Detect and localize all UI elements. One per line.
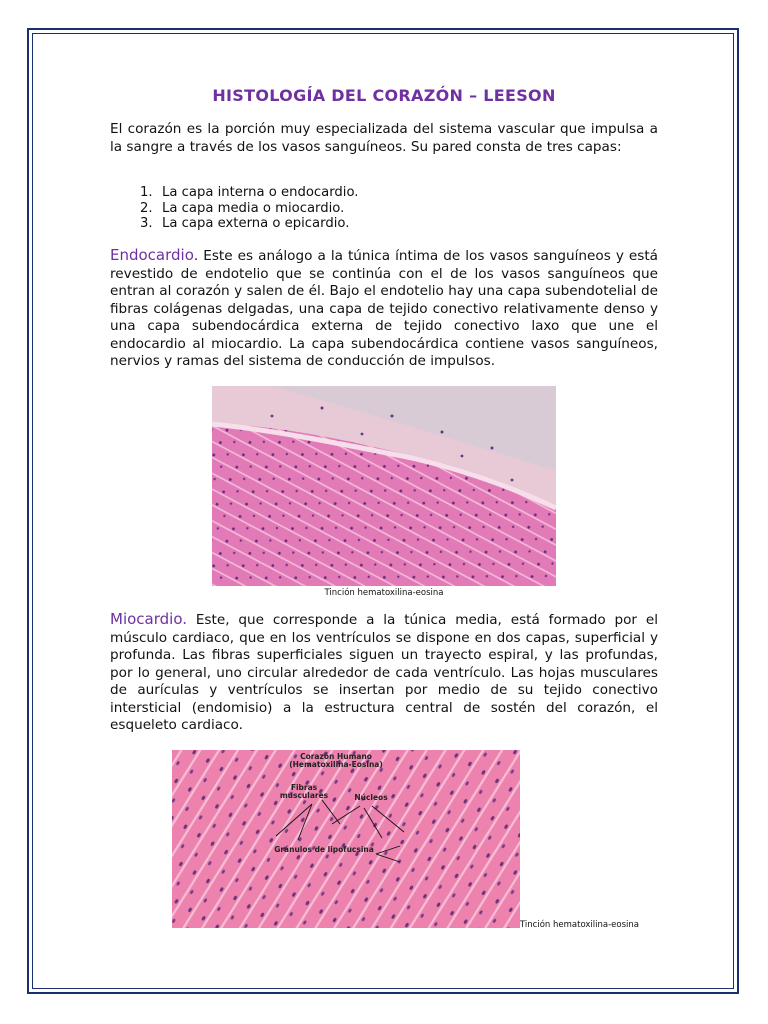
endocardio-paragraph: Endocardio. Este es análogo a la túnica íntima de los vasos sanguíneos y está revestido de endotelio que se continúa con el de los vasos sanguíneos que entran al corazón y salen de él. Bajo el endotelio hay una capa subendotelial de fibras colágenas delgadas, una capa de tejido conectivo relativamente denso y una capa subendocárdica externa de tejido conectivo laxo que une el endocardio al miocardio. La capa subendocárdica contiene vasos sanguíneos, nervios y ramas del sistema de conducción de impulsos. bbox=[110, 246, 658, 369]
label-fibras-musculares: Fibras musculares bbox=[279, 783, 329, 800]
image2-title: Corazón Humano (Hematoxilina-Eosina) bbox=[289, 752, 383, 769]
layers-list bbox=[140, 185, 358, 232]
miocardio-paragraph: Miocardio. Este, que corresponde a la túnica media, está formado por el músculo cardiaco, que en los ventrículos se dispone en dos capas, superficial y profunda. Las fibras superficiales siguen un trayecto espiral, y las profundas, por lo general, uno circular alrededor de cada ventrículo. Las hojas musculares de aurículas y ventrículos se insertan por medio de su tejido conectivo intersticial (endomisio) a la estructura central de sostén del corazón, el esqueleto cardiaco. bbox=[110, 610, 658, 733]
label-granulos-lipofucsina: Gránulos de lipofucsina bbox=[274, 845, 374, 854]
image2-caption: Tinción hematoxilina-eosina bbox=[520, 920, 639, 930]
miocardio-heading: Miocardio. bbox=[110, 610, 187, 628]
list-item: 1. La capa interna o endocardio. bbox=[140, 185, 359, 200]
document-title: HISTOLOGÍA DEL CORAZÓN – LEESON bbox=[212, 86, 556, 105]
image1-caption: Tinción hematoxilina-eosina bbox=[324, 588, 444, 598]
label-nucleos: Núcleos bbox=[354, 793, 388, 802]
myocardium-micrograph bbox=[172, 750, 520, 928]
endocardium-micrograph bbox=[212, 386, 556, 586]
endocardio-heading: Endocardio bbox=[110, 246, 194, 264]
list-item: 2. La capa media o miocardio. bbox=[140, 200, 345, 216]
intro-paragraph: El corazón es la porción muy especializada del sistema vascular que impulsa a la sangre a través de los vasos sanguíneos. Su pared consta de tres capas: bbox=[110, 121, 658, 155]
list-item: 3. La capa externa o epicardio. bbox=[140, 216, 350, 231]
